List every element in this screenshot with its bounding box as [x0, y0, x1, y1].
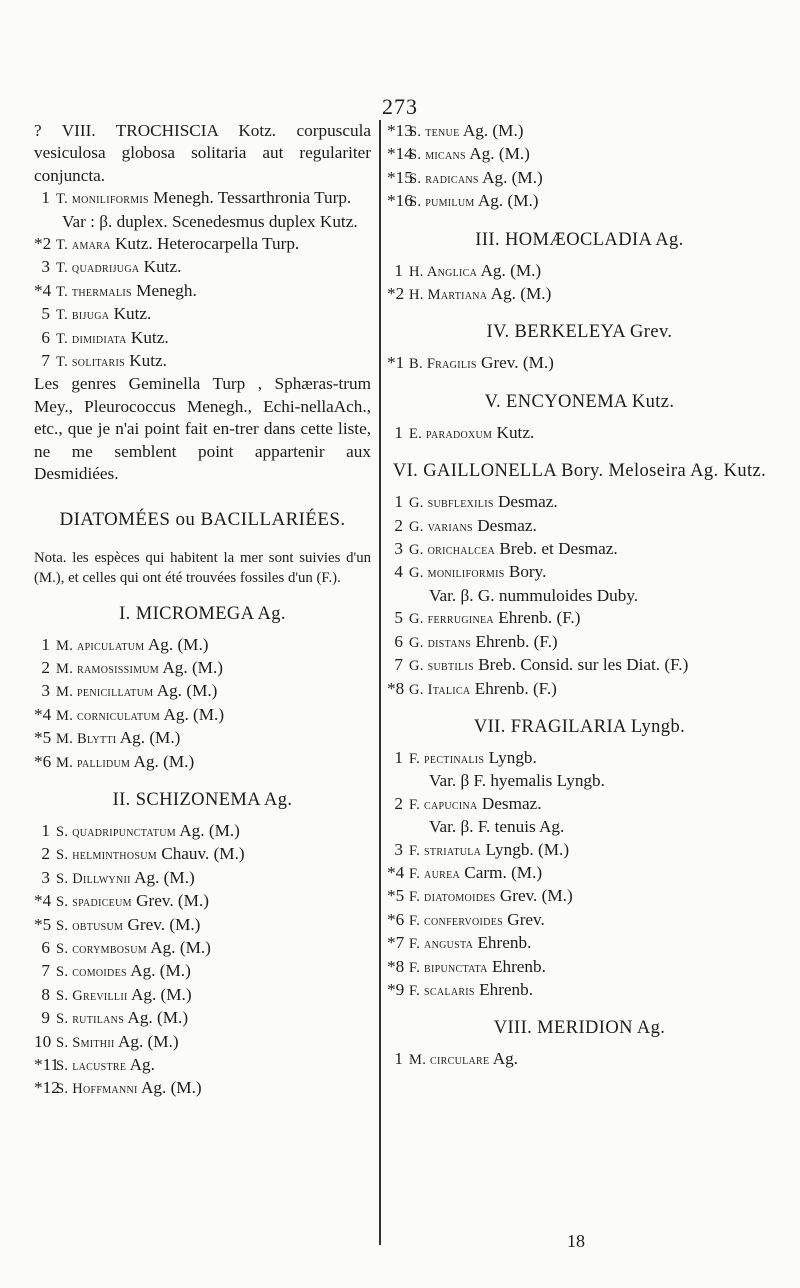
entry-number: 7 [41, 351, 50, 371]
entry-number: 3 [41, 257, 50, 277]
entry-number: 6 [41, 937, 50, 957]
species-entry [387, 167, 772, 190]
entry-number: *13 [387, 121, 413, 140]
species-authority: Ag. (M.) [127, 984, 192, 1004]
trochiscia-intro: ? VIII. TROCHISCIA Kotz. corpuscula vesiculosa globosa solitaria aut regulariter conjuncta. [34, 121, 371, 185]
species-authority: Lyngb. [484, 747, 537, 767]
entry-number: *6 [387, 909, 405, 929]
species-entry [387, 260, 772, 283]
species-authority: Lyngb. (M.) [481, 839, 570, 859]
species-name: M. apiculatum [56, 637, 145, 654]
species-entry [387, 979, 772, 1002]
species-authority: Ag. (M.) [146, 937, 211, 957]
species-authority: Ag. (M.) [137, 1078, 202, 1098]
species-authority: Desmaz. [477, 793, 542, 813]
entry-number: *4 [387, 862, 405, 882]
gaillonella-list [387, 491, 772, 585]
entry-number: 2 [394, 515, 403, 535]
entry-number: *5 [34, 728, 52, 748]
species-name: H. Anglica [409, 263, 478, 280]
entry-number: *1 [387, 353, 405, 373]
species-name: S. Smithii [56, 1034, 115, 1051]
species-name: T. bijuga [56, 307, 110, 324]
species-entry [34, 867, 371, 890]
species-entry [34, 704, 371, 727]
entry-number: *7 [387, 933, 405, 953]
entry-number: 7 [41, 961, 50, 981]
entry-number: 6 [41, 327, 50, 347]
species-entry [387, 561, 772, 584]
entry-number: 1 [394, 492, 403, 512]
homaeocladia-heading: III. HOMÆOCLADIA Ag. [475, 229, 684, 250]
species-authority: Breb. et Desmaz. [495, 539, 618, 559]
species-authority: Desmaz. [493, 492, 558, 512]
species-name: F. aurea [409, 865, 460, 882]
species-name: T. thermalis [56, 283, 132, 300]
species-name: G. orichalcea [409, 542, 496, 559]
schizonema-heading: II. SCHIZONEMA Ag. [112, 789, 293, 810]
species-name: M. corniculatum [56, 707, 161, 724]
species-authority: Grev. [502, 909, 545, 929]
signature-mark: 18 [567, 1231, 585, 1251]
fragilaria-list-c [387, 839, 772, 1003]
entry-number: 1 [41, 820, 50, 840]
species-name: F. pectinalis [409, 750, 485, 767]
encyonema-heading: V. ENCYONEMA Kutz. [484, 391, 675, 412]
species-authority: Ehrenb. (F.) [493, 608, 581, 628]
species-name: T. moniliformis [56, 191, 149, 208]
species-entry [34, 890, 371, 913]
species-entry [387, 631, 772, 654]
entry-number: 1 [394, 1049, 403, 1069]
meridion-heading: VIII. MERIDION Ag. [493, 1018, 666, 1039]
species-name: M. circulare [409, 1052, 490, 1069]
species-name: S. lacustre [56, 1058, 127, 1074]
species-authority: Grev. (M.) [131, 891, 209, 911]
species-entry [34, 256, 371, 279]
entry-number: *4 [34, 891, 52, 911]
species-entry [34, 960, 371, 983]
species-authority: Ehrenb. [487, 956, 546, 976]
species-authority: Grev. (M.) [123, 914, 201, 934]
species-entry [387, 190, 772, 213]
entry-number: *16 [387, 191, 413, 211]
entry-number: 1 [41, 188, 50, 208]
species-authority: Ag. [489, 1049, 519, 1069]
species-name: S. rutilans [56, 1011, 125, 1028]
entry-number: *2 [34, 234, 52, 254]
species-authority: Grev. (M.) [476, 353, 554, 373]
species-entry [34, 937, 371, 960]
species-entry [34, 187, 371, 210]
entry-number: *12 [34, 1078, 60, 1098]
species-name: F. striatula [409, 842, 482, 859]
species-authority: Carm. (M.) [460, 862, 543, 882]
entry-number: 3 [394, 839, 403, 859]
species-authority: Ag. (M.) [474, 191, 539, 211]
species-entry [387, 862, 772, 885]
entry-number: 7 [394, 655, 403, 675]
species-authority: Ag. (M.) [153, 681, 218, 701]
species-authority: Ag. (M.) [126, 961, 191, 981]
species-name: S. comoides [56, 964, 127, 981]
species-authority: Ehrenb. (F.) [471, 631, 558, 651]
encyonema-list [387, 422, 772, 445]
entry-number: 2 [394, 793, 403, 813]
species-name: E. paradoxum [409, 425, 493, 442]
species-entry [34, 1077, 371, 1100]
species-entry [34, 820, 371, 843]
species-name: F. bipunctata [409, 959, 488, 976]
homaeocladia-list [387, 260, 772, 307]
entry-number: 8 [41, 984, 50, 1004]
species-name: F. confervoides [409, 912, 503, 929]
entry-number: *9 [387, 979, 405, 999]
species-name: M. penicillatum [56, 684, 154, 701]
entry-number: *8 [387, 678, 405, 698]
micromega-list [34, 634, 371, 774]
species-entry [387, 654, 772, 677]
species-entry [387, 422, 772, 445]
entry-number: 3 [41, 681, 50, 701]
diatomees-heading: DIATOMÉES ou BACILLARIÉES. [59, 508, 346, 530]
species-entry [387, 956, 772, 979]
species-name: G. Italica [409, 681, 471, 698]
species-authority: Menegh. Tessarthronia Turp. [148, 188, 352, 208]
species-name: S. spadiceum [56, 894, 132, 911]
species-entry [387, 747, 772, 770]
species-authority: Ag. (M.) [114, 1031, 179, 1051]
entry-number: 5 [41, 304, 50, 324]
species-entry [34, 350, 371, 373]
species-authority: Ag. (M.) [175, 820, 240, 840]
species-entry [34, 233, 371, 256]
species-authority: Kutz. [109, 304, 152, 324]
schizonema-cont-list [387, 120, 772, 214]
species-authority: Ag. (M.) [477, 260, 542, 280]
entry-number: *2 [387, 284, 405, 304]
species-entry [387, 607, 772, 630]
page-number: 273 [382, 94, 418, 119]
species-name: F. capucina [409, 796, 478, 813]
species-name: T. dimidiata [56, 330, 127, 347]
species-authority: Ag. (M.) [487, 284, 552, 304]
species-entry [34, 280, 371, 303]
gaillonella-variety: Var. β. G. nummuloides Duby. [429, 585, 639, 605]
species-entry [387, 538, 772, 561]
species-name: S. Dillwynii [56, 870, 131, 887]
species-name: F. angusta [409, 936, 474, 953]
species-name: G. varians [409, 518, 473, 535]
species-name: F. diatomoides [409, 889, 496, 906]
species-name: T. solitaris [56, 354, 125, 371]
entry-number: 2 [41, 844, 50, 864]
species-entry [387, 120, 772, 143]
species-entry [387, 515, 772, 538]
species-name: S. helminthosum [56, 847, 157, 864]
species-authority: Ag. [126, 1055, 155, 1074]
gaillonella-list-b [387, 607, 772, 701]
species-authority: Ag. (M.) [144, 634, 209, 654]
entry-number: *5 [34, 914, 52, 934]
species-authority: Ag. (M.) [130, 751, 195, 771]
entry-number: *11 [34, 1055, 60, 1074]
meridion-list [387, 1048, 772, 1071]
species-name: S. radicans [409, 170, 479, 187]
entry-number: *15 [387, 167, 413, 187]
species-authority: Bory. [504, 562, 547, 582]
species-entry [387, 1048, 772, 1071]
species-entry [34, 327, 371, 350]
left-column [34, 120, 371, 1101]
fragilaria-list [387, 747, 772, 770]
fragilaria-variety-2: Var. β. F. tenuis Ag. [429, 817, 565, 837]
species-name: S. Hoffmanni [56, 1081, 138, 1098]
species-name: S. quadripunctatum [56, 823, 176, 840]
species-entry [34, 914, 371, 937]
entry-number: 3 [394, 539, 403, 559]
fragilaria-heading: VII. FRAGILARIA Lyngb. [473, 716, 686, 737]
entry-number: 1 [394, 422, 403, 442]
species-name: S. Grevillii [56, 987, 128, 1004]
berkeleya-heading: IV. BERKELEYA Grev. [486, 322, 673, 343]
species-authority: Desmaz. [472, 515, 537, 535]
species-entry [387, 885, 772, 908]
species-authority: Ag. (M.) [116, 728, 181, 748]
species-authority: Ag. (M.) [478, 167, 543, 187]
species-entry [387, 839, 772, 862]
species-entry [34, 303, 371, 326]
right-column [387, 120, 772, 1072]
entry-number: *8 [387, 956, 405, 976]
species-name: M. ramosissimum [56, 660, 159, 677]
entry-number: 1 [394, 747, 403, 767]
species-name: G. subflexilis [409, 495, 494, 512]
species-authority: Kutz. [492, 422, 535, 442]
species-entry [34, 751, 371, 774]
species-name: S. corymbosum [56, 940, 147, 957]
species-entry [387, 283, 772, 306]
species-entry [387, 143, 772, 166]
berkeleya-list [387, 352, 772, 375]
species-authority: Kutz. [139, 257, 182, 277]
schizonema-list [34, 820, 371, 1101]
entry-number: 4 [394, 562, 403, 582]
species-authority: Grev. (M.) [495, 886, 573, 906]
species-entry [34, 1054, 371, 1077]
species-authority: Ehrenb. (F.) [470, 678, 557, 698]
species-entry [387, 909, 772, 932]
species-entry [34, 843, 371, 866]
species-authority: Ehrenb. [473, 933, 532, 953]
species-name: F. scalaris [409, 982, 475, 999]
species-entry [34, 984, 371, 1007]
species-name: T. quadrijuga [56, 260, 140, 277]
entry-number: 10 [34, 1031, 52, 1051]
trochiscia-list [34, 187, 371, 373]
micromega-heading: I. MICROMEGA Ag. [119, 603, 286, 624]
species-entry [34, 211, 371, 233]
species-authority: Ehrenb. [474, 979, 534, 999]
fragilaria-variety-1: Var. β F. hyemalis Lyngb. [429, 771, 605, 791]
species-entry [387, 491, 772, 514]
entry-number: 2 [41, 657, 50, 677]
entry-number: 1 [41, 634, 50, 654]
species-entry [34, 657, 371, 680]
species-entry [34, 1031, 371, 1054]
species-name: S. tenue [409, 124, 460, 140]
species-entry [34, 680, 371, 703]
species-name: T. amara [56, 237, 111, 254]
species-authority: Kutz. [124, 351, 167, 371]
species-name: G. distans [409, 634, 472, 651]
species-authority: Breb. Consid. sur les Diat. (F.) [473, 655, 689, 675]
entry-number: 3 [41, 867, 50, 887]
species-name: B. Fragilis [409, 356, 477, 373]
species-authority: Kutz. Heterocarpella Turp. [110, 234, 300, 254]
species-authority: Menegh. [131, 280, 197, 300]
species-name: S. obtusum [56, 917, 124, 934]
species-authority: Kutz. [126, 327, 169, 347]
column-divider [379, 120, 381, 1245]
species-authority: Ag. (M.) [130, 867, 195, 887]
species-entry [387, 793, 772, 816]
entry-number: *6 [34, 751, 52, 771]
species-entry [34, 634, 371, 657]
entry-number: *5 [387, 886, 405, 906]
species-name: S. micans [409, 147, 466, 164]
fragilaria-list-b [387, 793, 772, 816]
species-name: H. Martiana [409, 287, 488, 304]
species-authority: Var : β. duplex. Scenedesmus duplex Kutz. [62, 211, 358, 231]
entry-number: *4 [34, 704, 52, 724]
entry-number: *4 [34, 280, 52, 300]
species-authority: Chauv. (M.) [156, 844, 245, 864]
gaillonella-heading: VI. GAILLONELLA Bory. Meloseira Ag. Kutz. [392, 461, 767, 482]
species-name: G. ferruginea [409, 611, 494, 628]
entry-number: 1 [394, 260, 403, 280]
species-name: S. pumilum [409, 194, 475, 211]
species-name: G. subtilis [409, 658, 474, 675]
genres-paragraph: Les genres Geminella Turp , Sphæras-trum Mey., Pleurococcus Menegh., Echi-nellaAch., etc., que je n'ai point fait en-trer dans cette liste, ne me semblent point appartenir aux Desmidiées. [34, 374, 371, 484]
species-name: M. Blytti [56, 731, 117, 748]
species-entry [387, 352, 772, 375]
nota-note: Nota. les espèces qui habitent la mer sont suivies d'un (M.), et celles qui ont été trouvées fossiles d'un (F.). [34, 549, 371, 586]
entry-number: *14 [387, 144, 413, 164]
entry-number: 5 [394, 608, 403, 628]
entry-number: 6 [394, 631, 403, 651]
species-authority: Ag. (M.) [160, 704, 225, 724]
species-entry [387, 678, 772, 701]
species-authority: Ag. (M.) [459, 121, 524, 140]
species-name: M. pallidum [56, 754, 131, 771]
species-authority: Ag. (M.) [124, 1008, 189, 1028]
species-entry [34, 1007, 371, 1030]
entry-number: 9 [41, 1008, 50, 1028]
species-entry [387, 932, 772, 955]
species-entry [34, 727, 371, 750]
species-authority: Ag. (M.) [159, 657, 223, 677]
species-authority: Ag. (M.) [465, 144, 530, 164]
species-name: G. moniliformis [409, 565, 505, 582]
